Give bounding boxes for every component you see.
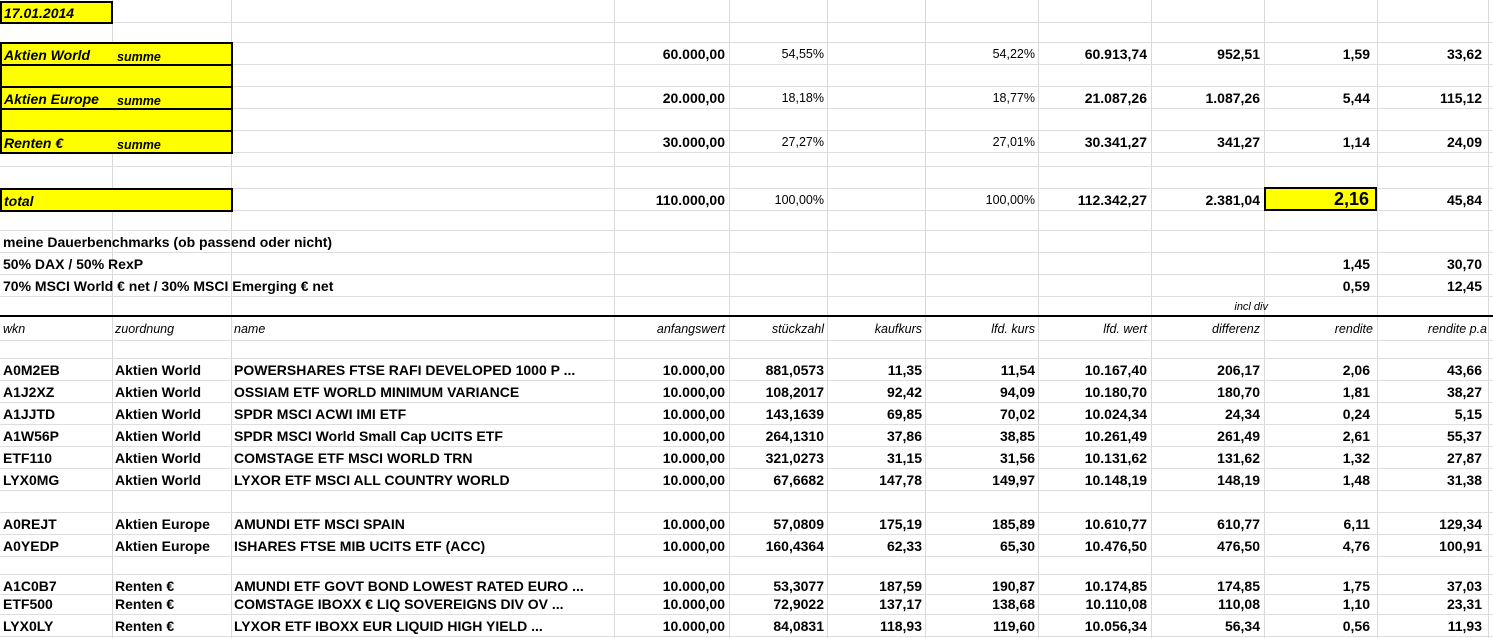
summary-label-aktien-world: Aktien World [4, 47, 91, 63]
cell-lfd-kurs[interactable]: 94,09 [999, 384, 1035, 400]
cell-lfd-wert[interactable]: 10.110,08 [1085, 596, 1147, 612]
summary-anfang: 20.000,00 [662, 90, 725, 106]
benchmark-label: 70% MSCI World € net / 30% MSCI Emerging € net [3, 278, 334, 294]
summary-renditepa: 33,62 [1446, 46, 1482, 62]
cell-anfangswert[interactable]: 10.000,00 [662, 596, 725, 612]
cell-zuordnung[interactable]: Aktien World [115, 428, 202, 444]
cell-zuordnung[interactable]: Aktien World [115, 384, 202, 400]
cell-name[interactable]: OSSIAM ETF WORLD MINIMUM VARIANCE [234, 384, 520, 400]
cell-wkn[interactable]: ETF500 [3, 596, 53, 612]
cell-stueckzahl[interactable]: 264,1310 [765, 428, 824, 444]
cell-differenz[interactable]: 148,19 [1217, 472, 1260, 488]
summary-anfang: 60.000,00 [662, 46, 725, 62]
summary-sub: summe [117, 138, 161, 152]
cell-differenz[interactable]: 180,70 [1217, 384, 1260, 400]
summary-diff: 1.087,26 [1205, 90, 1260, 106]
cell-rendite[interactable]: 2,06 [1342, 362, 1370, 378]
cell-differenz[interactable]: 610,77 [1217, 516, 1260, 532]
cell-rendite[interactable]: 1,10 [1342, 596, 1370, 612]
incl-div-note: incl div [1234, 301, 1268, 313]
cell-lfd-wert[interactable]: 10.056,34 [1084, 618, 1147, 634]
cell-lfd-kurs[interactable]: 31,56 [999, 450, 1035, 466]
cell-wkn[interactable]: A0REJT [3, 516, 57, 532]
cell-zuordnung[interactable]: Renten € [115, 578, 175, 594]
cell-kaufkurs[interactable]: 118,93 [879, 618, 922, 634]
summary-sub: summe [117, 94, 161, 108]
cell-differenz[interactable]: 261,49 [1217, 428, 1260, 444]
cell-rendite-pa[interactable]: 100,91 [1439, 538, 1482, 554]
cell-kaufkurs[interactable]: 69,85 [886, 406, 922, 422]
cell-wkn[interactable]: LYX0LY [3, 618, 54, 634]
summary-anfang: 30.000,00 [662, 134, 725, 150]
summary-diff: 341,27 [1217, 134, 1260, 150]
cell-lfd-kurs[interactable]: 38,85 [999, 428, 1035, 444]
cell-rendite[interactable]: 1,75 [1342, 578, 1370, 594]
cell-anfangswert[interactable]: 10.000,00 [662, 516, 725, 532]
total-cell[interactable] [0, 188, 233, 212]
summary-pct1: 54,55% [781, 47, 824, 61]
cell-wkn[interactable]: A0YEDP [3, 538, 60, 554]
cell-rendite-pa[interactable]: 55,37 [1446, 428, 1482, 444]
cell-name[interactable]: COMSTAGE ETF MSCI WORLD TRN [234, 450, 473, 466]
cell-zuordnung[interactable]: Renten € [115, 618, 175, 634]
total-anfang: 110.000,00 [655, 192, 725, 208]
cell-rendite-pa[interactable]: 37,03 [1446, 578, 1482, 594]
cell-rendite[interactable]: 1,32 [1342, 450, 1370, 466]
cell-differenz[interactable]: 206,17 [1217, 362, 1260, 378]
cell-zuordnung[interactable]: Aktien World [115, 406, 202, 422]
date-value: 17.01.2014 [4, 5, 75, 21]
cell-differenz[interactable]: 131,62 [1217, 450, 1260, 466]
header-rendite[interactable]: rendite [1334, 322, 1373, 336]
cell-lfd-wert[interactable]: 10.167,40 [1084, 362, 1147, 378]
cell-anfangswert[interactable]: 10.000,00 [662, 450, 725, 466]
cell-lfd-kurs[interactable]: 119,60 [992, 618, 1035, 634]
header-differenz[interactable]: differenz [1212, 322, 1260, 336]
summary-renditepa: 115,12 [1439, 90, 1482, 106]
cell-lfd-wert[interactable]: 10.174,85 [1084, 578, 1147, 594]
cell-wkn[interactable]: A1JJTD [3, 406, 56, 422]
cell-rendite-pa[interactable]: 129,34 [1439, 516, 1482, 532]
cell-differenz[interactable]: 174,85 [1217, 578, 1260, 594]
cell-lfd-kurs[interactable]: 65,30 [999, 538, 1035, 554]
cell-lfd-kurs[interactable]: 11,54 [1000, 362, 1035, 378]
total-pct2: 100,00% [985, 193, 1035, 207]
cell-lfd-kurs[interactable]: 138,68 [992, 596, 1035, 612]
cell-lfd-kurs[interactable]: 149,97 [992, 472, 1035, 488]
cell-kaufkurs[interactable]: 92,42 [886, 384, 922, 400]
cell-name[interactable]: COMSTAGE IBOXX € LIQ SOVEREIGNS DIV OV ... [234, 596, 564, 612]
cell-stueckzahl[interactable]: 53,3077 [773, 578, 824, 594]
cell-kaufkurs[interactable]: 37,86 [886, 428, 922, 444]
cell-stueckzahl[interactable]: 321,0273 [765, 450, 824, 466]
cell-kaufkurs[interactable]: 187,59 [879, 578, 922, 594]
summary-wert: 30.341,27 [1084, 134, 1147, 150]
cell-anfangswert[interactable]: 10.000,00 [662, 428, 725, 444]
cell-lfd-wert[interactable]: 10.131,62 [1084, 450, 1147, 466]
gridline [1488, 0, 1489, 638]
cell-lfd-kurs[interactable]: 190,87 [992, 578, 1035, 594]
total-rendite: 2,16 [1333, 189, 1369, 209]
total-pct1: 100,00% [774, 193, 824, 207]
cell-rendite-pa[interactable]: 43,66 [1446, 362, 1482, 378]
cell-differenz[interactable]: 56,34 [1224, 618, 1260, 634]
summary-pct2: 54,22% [992, 47, 1035, 61]
cell-differenz[interactable]: 24,34 [1224, 406, 1260, 422]
cell-rendite-pa[interactable]: 23,31 [1446, 596, 1482, 612]
summary-label-aktien-europe: Aktien Europe [4, 91, 99, 107]
cell-zuordnung[interactable]: Aktien World [115, 450, 202, 466]
cell-zuordnung[interactable]: Aktien Europe [115, 516, 210, 532]
cell-stueckzahl[interactable]: 57,0809 [773, 516, 824, 532]
cell-kaufkurs[interactable]: 62,33 [886, 538, 922, 554]
cell-kaufkurs[interactable]: 175,19 [879, 516, 922, 532]
cell-rendite-pa[interactable]: 27,87 [1446, 450, 1482, 466]
header-wkn[interactable]: wkn [3, 322, 26, 336]
summary-renditepa: 24,09 [1446, 134, 1482, 150]
cell-name[interactable]: SPDR MSCI ACWI IMI ETF [234, 406, 407, 422]
cell-name[interactable]: SPDR MSCI World Small Cap UCITS ETF [234, 428, 503, 444]
summary-block[interactable] [0, 42, 233, 154]
cell-stueckzahl[interactable]: 67,6682 [773, 472, 824, 488]
cell-rendite[interactable]: 2,61 [1342, 428, 1370, 444]
summary-rendite: 5,44 [1342, 90, 1370, 106]
cell-wkn[interactable]: LYX0MG [3, 472, 60, 488]
cell-lfd-wert[interactable]: 10.610,77 [1084, 516, 1147, 532]
cell-rendite[interactable]: 6,11 [1343, 516, 1370, 532]
summary-wert: 21.087,26 [1084, 90, 1147, 106]
benchmark-rendite: 1,45 [1342, 256, 1370, 272]
cell-anfangswert[interactable]: 10.000,00 [662, 538, 725, 554]
header-rendite-pa[interactable]: rendite p.a [1427, 322, 1487, 336]
cell-name[interactable]: LYXOR ETF IBOXX EUR LIQUID HIGH YIELD ... [234, 618, 543, 634]
cell-name[interactable]: ISHARES FTSE MIB UCITS ETF (ACC) [234, 538, 486, 554]
summary-diff: 952,51 [1217, 46, 1260, 62]
total-rendite-cell[interactable] [1264, 187, 1377, 211]
cell-kaufkurs[interactable]: 11,35 [887, 362, 922, 378]
cell-rendite-pa[interactable]: 38,27 [1446, 384, 1482, 400]
cell-name[interactable]: POWERSHARES FTSE RAFI DEVELOPED 1000 P ... [234, 362, 576, 378]
cell-wkn[interactable]: A1W56P [3, 428, 60, 444]
benchmark-renditepa: 30,70 [1446, 256, 1482, 272]
total-label: total [4, 193, 34, 209]
cell-rendite[interactable]: 1,81 [1342, 384, 1370, 400]
benchmark-title: meine Dauerbenchmarks (ob passend oder nicht) [3, 234, 333, 250]
cell-zuordnung[interactable]: Renten € [115, 596, 175, 612]
cell-stueckzahl[interactable]: 72,9022 [773, 596, 824, 612]
total-wert: 112.342,27 [1077, 192, 1147, 208]
cell-differenz[interactable]: 110,08 [1217, 596, 1260, 612]
benchmark-renditepa: 12,45 [1446, 278, 1482, 294]
cell-name[interactable]: LYXOR ETF MSCI ALL COUNTRY WORLD [234, 472, 510, 488]
header-zuordnung[interactable]: zuordnung [115, 322, 175, 336]
benchmark-label: 50% DAX / 50% RexP [3, 256, 144, 272]
summary-pct2: 18,77% [992, 91, 1035, 105]
summary-sub: summe [117, 50, 161, 64]
cell-anfangswert[interactable]: 10.000,00 [662, 578, 725, 594]
header-name[interactable]: name [234, 322, 266, 336]
cell-zuordnung[interactable]: Aktien World [115, 472, 202, 488]
cell-anfangswert[interactable]: 10.000,00 [662, 406, 725, 422]
cell-wkn[interactable]: A1J2XZ [3, 384, 55, 400]
cell-name[interactable]: AMUNDI ETF GOVT BOND LOWEST RATED EURO ... [234, 578, 584, 594]
summary-pct1: 27,27% [781, 135, 824, 149]
summary-label-renten: Renten € [4, 135, 64, 151]
total-renditepa: 45,84 [1446, 192, 1482, 208]
cell-lfd-wert[interactable]: 10.476,50 [1084, 538, 1147, 554]
header-stueckzahl[interactable]: stückzahl [771, 322, 824, 336]
benchmark-rendite: 0,59 [1342, 278, 1370, 294]
cell-stueckzahl[interactable]: 160,4364 [765, 538, 824, 554]
cell-rendite[interactable]: 0,24 [1342, 406, 1370, 422]
cell-zuordnung[interactable]: Aktien World [115, 362, 202, 378]
summary-pct1: 18,18% [781, 91, 824, 105]
summary-rendite: 1,59 [1342, 46, 1370, 62]
cell-kaufkurs[interactable]: 147,78 [879, 472, 922, 488]
cell-rendite-pa[interactable]: 31,38 [1446, 472, 1482, 488]
cell-lfd-wert[interactable]: 10.024,34 [1084, 406, 1147, 422]
cell-rendite[interactable]: 0,56 [1342, 618, 1370, 634]
total-diff: 2.381,04 [1205, 192, 1260, 208]
cell-stueckzahl[interactable]: 84,0831 [773, 618, 824, 634]
summary-rendite: 1,14 [1342, 134, 1370, 150]
cell-anfangswert[interactable]: 10.000,00 [662, 362, 725, 378]
cell-wkn[interactable]: ETF110 [3, 450, 53, 466]
cell-wkn[interactable]: A0M2EB [3, 362, 60, 378]
cell-kaufkurs[interactable]: 31,15 [886, 450, 922, 466]
header-separator [0, 315, 1493, 317]
header-anfangswert[interactable]: anfangswert [656, 322, 725, 336]
cell-wkn[interactable]: A1C0B7 [3, 578, 57, 594]
cell-lfd-wert[interactable]: 10.261,49 [1084, 428, 1147, 444]
cell-stueckzahl[interactable]: 881,0573 [765, 362, 824, 378]
cell-anfangswert[interactable]: 10.000,00 [662, 472, 725, 488]
cell-lfd-kurs[interactable]: 70,02 [999, 406, 1035, 422]
cell-name[interactable]: AMUNDI ETF MSCI SPAIN [234, 516, 405, 532]
cell-rendite-pa[interactable]: 11,93 [1447, 618, 1482, 634]
cell-anfangswert[interactable]: 10.000,00 [662, 384, 725, 400]
cell-stueckzahl[interactable]: 108,2017 [765, 384, 824, 400]
cell-rendite-pa[interactable]: 5,15 [1454, 406, 1482, 422]
summary-pct2: 27,01% [992, 135, 1035, 149]
cell-lfd-wert[interactable]: 10.148,19 [1084, 472, 1147, 488]
cell-zuordnung[interactable]: Aktien Europe [115, 538, 210, 554]
date-cell[interactable] [0, 1, 113, 24]
cell-rendite[interactable]: 1,48 [1342, 472, 1370, 488]
cell-differenz[interactable]: 476,50 [1217, 538, 1260, 554]
cell-lfd-wert[interactable]: 10.180,70 [1084, 384, 1147, 400]
cell-kaufkurs[interactable]: 137,17 [879, 596, 922, 612]
header-kaufkurs[interactable]: kaufkurs [874, 322, 922, 336]
cell-lfd-kurs[interactable]: 185,89 [992, 516, 1035, 532]
header-lfd-wert[interactable]: lfd. wert [1103, 322, 1147, 336]
header-lfd-kurs[interactable]: lfd. kurs [991, 322, 1035, 336]
summary-wert: 60.913,74 [1084, 46, 1147, 62]
cell-stueckzahl[interactable]: 143,1639 [765, 406, 824, 422]
cell-rendite[interactable]: 4,76 [1342, 538, 1370, 554]
cell-anfangswert[interactable]: 10.000,00 [662, 618, 725, 634]
